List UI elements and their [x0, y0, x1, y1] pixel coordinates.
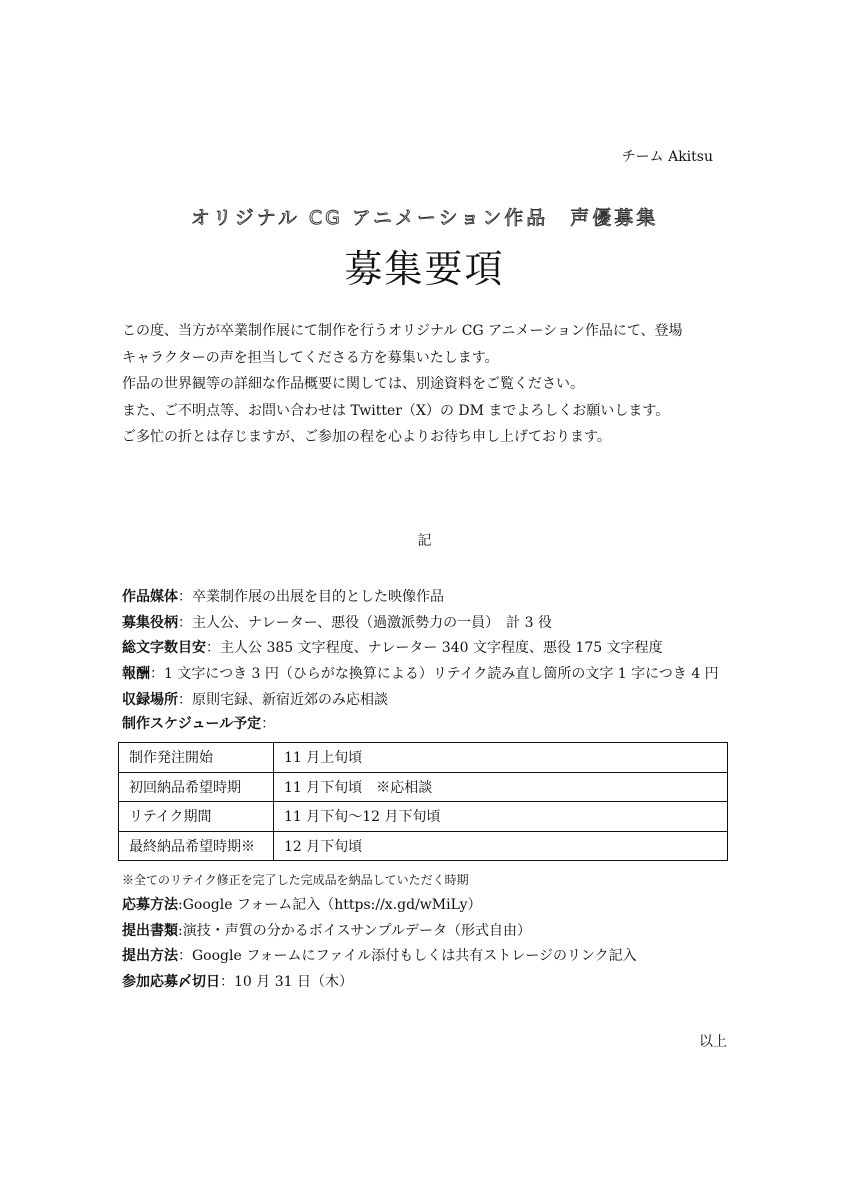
document-subtitle: オリジナル CG アニメーション作品 声優募集 [190, 207, 659, 229]
intro-line: また、ご不明点等、お問い合わせは Twitter（X）の DM までよろしくお願いします。 [122, 402, 670, 419]
ki-marker: 記 [417, 533, 432, 549]
detail-roles [122, 611, 742, 637]
table-row [119, 831, 728, 861]
table-row [119, 802, 728, 832]
intro-line: この度、当方が卒業制作展にて制作を行うオリジナル CG アニメーション作品にて、登場 [122, 323, 683, 339]
table-row [119, 772, 728, 802]
intro-paragraph [122, 318, 742, 451]
apply-value: ：Google フォームにファイル添付もしくは共有ストレージのリンク記入 [178, 948, 637, 965]
detail-char-count [122, 636, 742, 662]
apply-documents [122, 919, 742, 945]
detail-label: 作品媒体 [122, 589, 178, 605]
schedule-table [118, 742, 728, 861]
team-name: チーム Akitsu [621, 149, 713, 165]
detail-label: 総文字数目安 [122, 640, 206, 657]
schedule-date: 11 月下旬頃 ※応相談 [274, 772, 728, 802]
schedule-heading-text: 制作スケジュール予定 [122, 716, 262, 732]
apply-submission [122, 944, 742, 970]
details-list [122, 585, 742, 714]
schedule-date: 12 月下旬頃 [274, 831, 728, 861]
detail-value: ：1 文字につき 3 円（ひらがな換算による）リテイク読み直し箇所の文字 1 字につき 4 円 [150, 666, 719, 683]
detail-media [122, 585, 742, 611]
detail-reward [122, 662, 742, 688]
table-row [119, 743, 728, 773]
detail-value: ：主人公、ナレーター、悪役（過激派勢力の一員） 計 3 役 [178, 614, 552, 631]
detail-value: ：卒業制作展の出展を目的とした映像作品 [178, 589, 444, 605]
intro-line: ご多忙の折とは存じますが、ご参加の程を心よりお待ち申し上げております。 [122, 429, 611, 445]
detail-label: 収録場所 [122, 691, 178, 708]
intro-line: キャラクターの声を担当してくださる方を募集いたします。 [122, 349, 499, 366]
schedule-phase: リテイク期間 [119, 802, 274, 832]
detail-value: ：主人公 385 文字程度、ナレーター 340 文字程度、悪役 175 文字程度 [206, 640, 663, 657]
apply-label: 提出書類 [122, 922, 178, 939]
schedule-heading [122, 713, 275, 733]
apply-value: :Google フォーム記入（https://x.gd/wMiLy） [178, 897, 482, 913]
apply-deadline [122, 970, 742, 996]
apply-label: 提出方法 [122, 948, 178, 965]
schedule-date: 11 月下旬～12 月下旬頃 [274, 802, 728, 832]
apply-value: :演技・声質の分かるボイスサンプルデータ（形式自由） [178, 922, 532, 939]
apply-label: 参加応募〆切日 [122, 974, 220, 991]
closing-mark: 以上 [699, 1034, 727, 1050]
apply-value: ：10 月 31 日（木） [220, 974, 353, 991]
document-title: 募集要項 [344, 247, 505, 291]
schedule-heading-suffix: ： [261, 716, 276, 732]
intro-line: 作品の世界観等の詳細な作品概要に関しては、別途資料をご覧ください。 [122, 376, 584, 392]
apply-list [122, 893, 742, 996]
apply-method [122, 893, 742, 919]
detail-label: 報酬 [122, 666, 150, 683]
schedule-date: 11 月上旬頃 [274, 743, 728, 773]
schedule-note: ※全てのリテイク修正を完了した完成品を納品していただく時期 [122, 873, 469, 887]
detail-label: 募集役柄 [122, 614, 178, 631]
schedule-phase: 初回納品希望時期 [119, 772, 274, 802]
apply-label: 応募方法 [122, 897, 178, 913]
schedule-phase: 制作発注開始 [119, 743, 274, 773]
detail-value: ：原則宅録、新宿近郊のみ応相談 [178, 691, 388, 708]
schedule-phase: 最終納品希望時期※ [119, 831, 274, 861]
detail-location [122, 688, 742, 714]
